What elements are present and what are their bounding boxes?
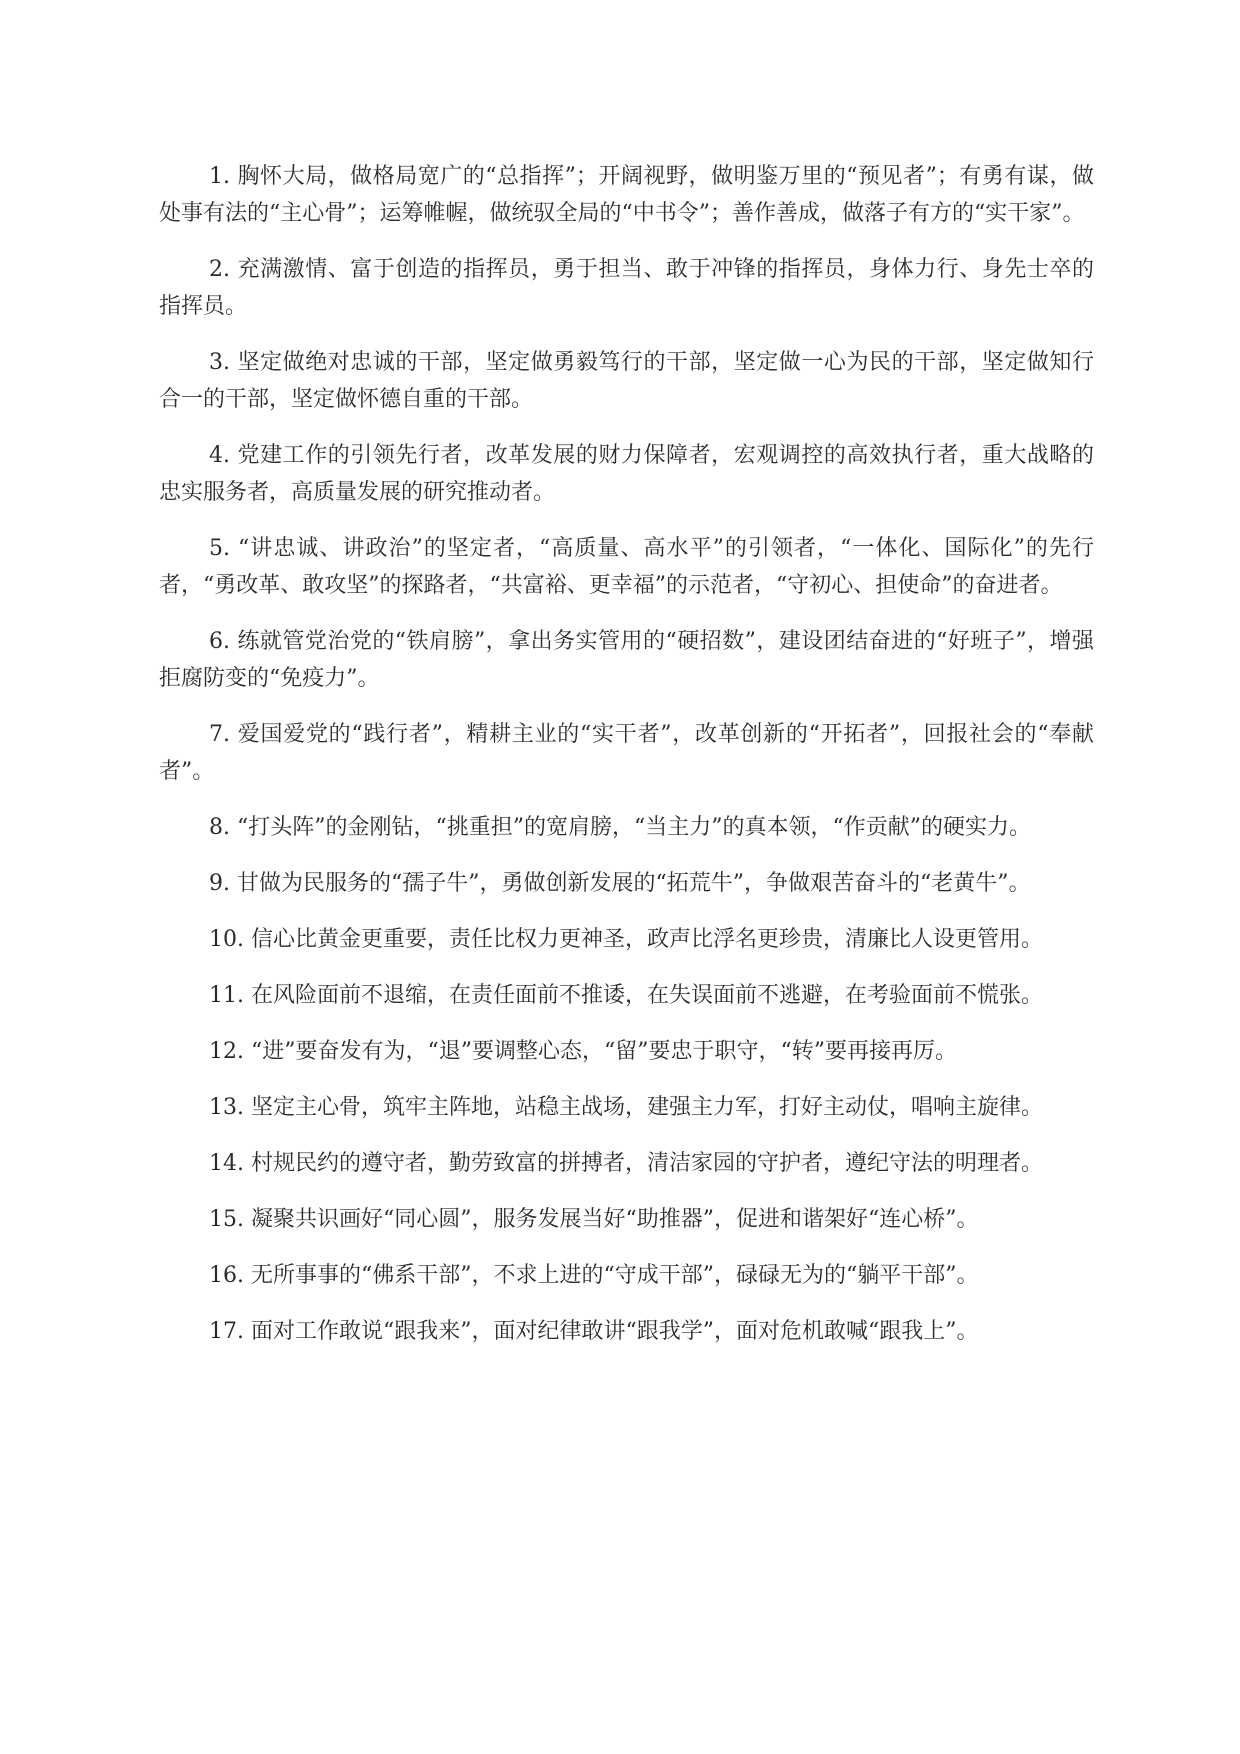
paragraph-9: 9. 甘做为民服务的“孺子牛”，勇做创新发展的“拓荒牛”，争做艰苦奋斗的“老黄牛”。 xyxy=(209,871,1031,896)
paragraph-16: 16. 无所事事的“佛系干部”，不求上进的“守成干部”，碌碌无为的“躺平干部”。 xyxy=(209,1263,979,1288)
document-page xyxy=(159,158,1094,1369)
paragraph-4: 4. 党建工作的引领先行者，改革发展的财力保障者，宏观调控的高效执行者，重大战略的忠实服务者，高质量发展的研究推动者。 xyxy=(159,443,1094,505)
paragraph-17: 17. 面对工作敢说“跟我来”，面对纪律敢讲“跟我学”，面对危机敢喊“跟我上”。 xyxy=(209,1319,979,1344)
paragraph-6: 6. 练就管党治党的“铁肩膀”，拿出务实管用的“硬招数”，建设团结奋进的“好班子”，增强拒腐防变的“免疫力”。 xyxy=(159,629,1094,691)
paragraph-1: 1. 胸怀大局，做格局宽广的“总指挥”；开阔视野，做明鉴万里的“预见者”；有勇有谋，做处事有法的“主心骨”；运筹帷幄，做统驭全局的“中书令”；善作善成，做落子有方的“实干家”。 xyxy=(159,164,1094,226)
paragraph-12: 12. “进”要奋发有为，“退”要调整心态，“留”要忠于职守，“转”要再接再厉。 xyxy=(209,1039,957,1064)
paragraph-10: 10. 信心比黄金更重要，责任比权力更神圣，政声比浮名更珍贵，清廉比人设更管用。 xyxy=(209,927,1043,952)
paragraph-7: 7. 爱国爱党的“践行者”，精耕主业的“实干者”，改革创新的“开拓者”，回报社会的“奉献者”。 xyxy=(159,722,1094,784)
paragraph-8: 8. “打头阵”的金刚钻，“挑重担”的宽肩膀，“当主力”的真本领，“作贡献”的硬实力。 xyxy=(209,815,1031,840)
paragraph-5: 5. “讲忠诚、讲政治”的坚定者，“高质量、高水平”的引领者，“一体化、国际化”的先行者，“勇改革、敢攻坚”的探路者，“共富裕、更幸福”的示范者，“守初心、担使命”的奋进者。 xyxy=(159,536,1094,598)
paragraph-14: 14. 村规民约的遵守者，勤劳致富的拼搏者，清洁家园的守护者，遵纪守法的明理者。 xyxy=(209,1151,1043,1176)
paragraph-13: 13. 坚定主心骨，筑牢主阵地，站稳主战场，建强主力军，打好主动仗，唱响主旋律。 xyxy=(209,1095,1043,1120)
paragraph-2: 2. 充满激情、富于创造的指挥员，勇于担当、敢于冲锋的指挥员，身体力行、身先士卒的指挥员。 xyxy=(159,257,1094,319)
paragraph-15: 15. 凝聚共识画好“同心圆”，服务发展当好“助推器”，促进和谐架好“连心桥”。 xyxy=(209,1207,979,1232)
paragraph-11: 11. 在风险面前不退缩，在责任面前不推诿，在失误面前不逃避，在考验面前不慌张。 xyxy=(209,983,1043,1008)
paragraph-3: 3. 坚定做绝对忠诚的干部，坚定做勇毅笃行的干部，坚定做一心为民的干部，坚定做知行合一的干部，坚定做怀德自重的干部。 xyxy=(159,350,1094,412)
